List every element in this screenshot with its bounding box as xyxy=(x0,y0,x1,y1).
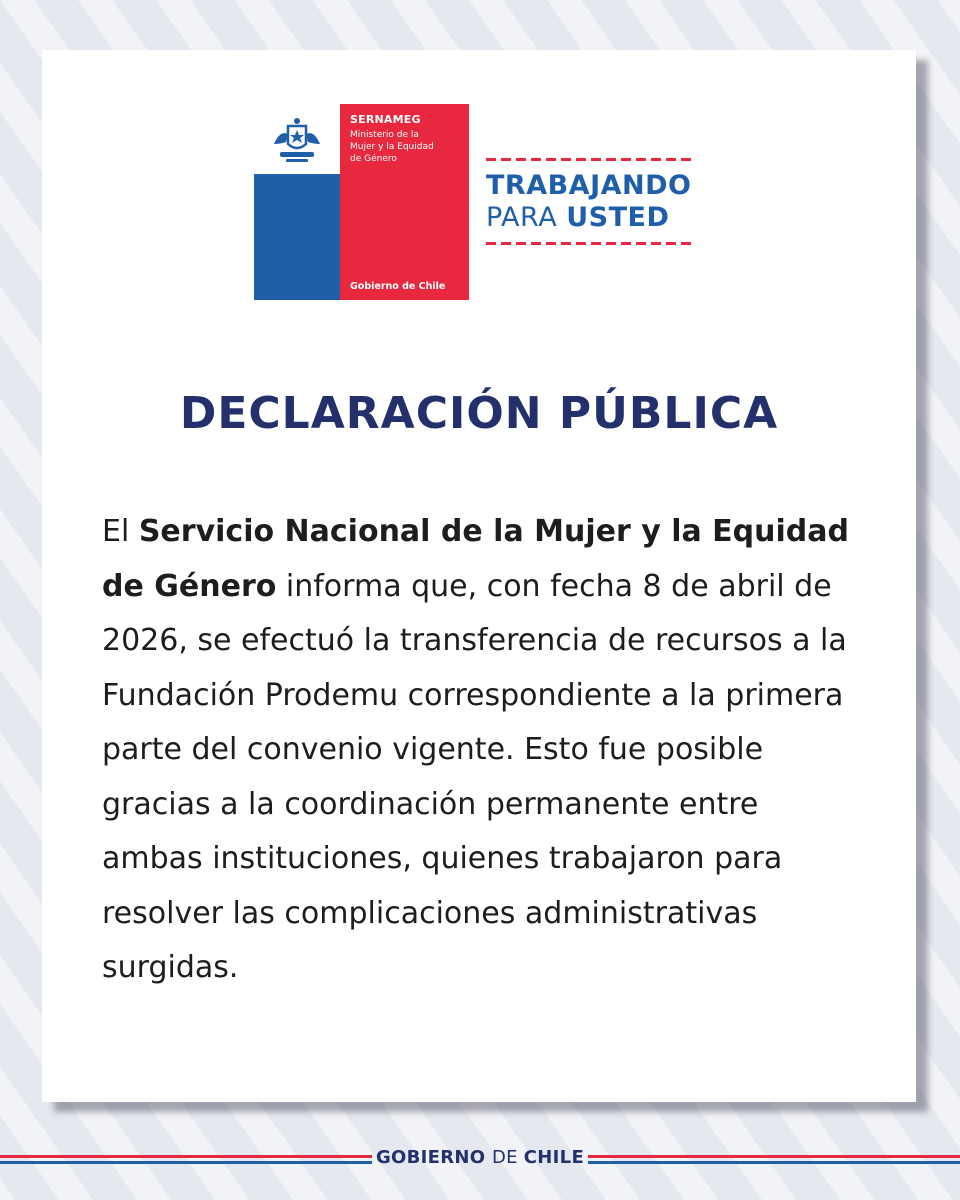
statement-card xyxy=(42,50,916,1102)
footer-lines-left xyxy=(0,1155,372,1167)
footer-lines-right xyxy=(588,1155,960,1167)
logo-government: Gobierno de Chile xyxy=(350,281,446,292)
org-name: Servicio Nacional de la Mujer y la Equidad de Género xyxy=(102,514,849,604)
logo-red-band xyxy=(340,104,469,300)
dash-divider xyxy=(486,158,692,161)
slogan xyxy=(486,158,696,245)
slogan-line-2: PARA USTED xyxy=(486,202,670,233)
dash-divider xyxy=(486,242,692,245)
logo-org-name: SERNAMEG xyxy=(350,113,421,126)
page-title: DECLARACIÓN PÚBLICA xyxy=(179,388,779,439)
footer xyxy=(0,1144,960,1180)
sernameg-logo xyxy=(254,104,469,300)
coat-of-arms-icon xyxy=(266,116,328,164)
logo-blue-band xyxy=(254,104,340,300)
footer-government: GOBIERNO DE CHILE xyxy=(375,1147,585,1168)
logo-ministry: Ministerio de la Mujer y la Equidad de Género xyxy=(350,130,434,164)
slogan-line-1: TRABAJANDO xyxy=(486,170,692,201)
statement-body: El Servicio Nacional de la Mujer y la Equidad de Género informa que, con fecha 8 de abril de 2026, se efectuó la transferencia de recursos a la Fundación Prodemu correspondiente a la primera parte del convenio vigente. Esto fue posible gracias a la coordinación permanente entre ambas instituciones, quienes trabajaron para resolver las complicaciones administrativas surgidas. xyxy=(102,514,849,985)
